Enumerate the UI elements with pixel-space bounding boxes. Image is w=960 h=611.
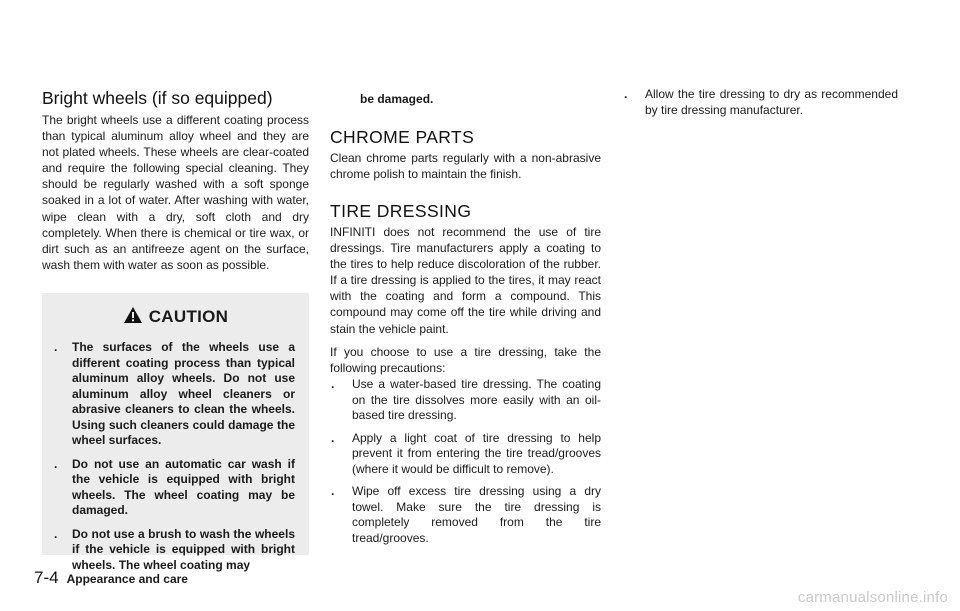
footer-section-title: Appearance and care (66, 572, 188, 586)
precautions-list-continued (623, 87, 898, 125)
page-number: 7-4 (34, 568, 59, 587)
bright-wheels-heading: Bright wheels (if so equipped) (42, 88, 273, 108)
watermark: carmanualsonline.info (797, 589, 948, 606)
caution-box (42, 293, 309, 572)
tire-dressing-paragraph: INFINITI does not recommend the use of tire dressings. Tire manufacturers apply a coating to the tires to help reduce discoloration of the rubber. If a tire dressing is applied to the tires, it may react with the coating and form a compound. This compound may come off the tire while driving and stain the vehicle paint. (330, 225, 601, 336)
chrome-parts-paragraph: Clean chrome parts regularly with a non-abrasive chrome polish to maintain the finish. (330, 151, 601, 182)
precaution-item: . Allow the tire dressing to dry as recommended by tire dressing manufacturer. (624, 87, 898, 117)
bright-wheels-paragraph: The bright wheels use a different coating process than typical aluminum alloy wheel and they are not plated wheels. These wheels are clear-coated and require the following special cleaning. They should be regularly washed with a soft sponge soaked in a lot of water. After washing with water, wipe clean with a dry, soft cloth and dry completely. When there is chemical or tire wax, or dirt such as an antifreeze agent on the surface, wash them with water as soon as possible. (42, 113, 309, 272)
precautions-intro: If you choose to use a tire dressing, take the following precautions: (330, 345, 601, 376)
precaution-item: . Wipe off excess tire dressing using a dry towel. Make sure the tire dressing is completely removed from the tire tread/grooves. (331, 484, 601, 545)
chrome-parts-heading: CHROME PARTS (330, 127, 475, 147)
caution-title (42, 306, 309, 327)
precaution-item: . Use a water-based tire dressing. The coating on the tire dissolves more easily with an oil-based tire dressing. (331, 377, 601, 422)
precautions-list (330, 377, 601, 553)
tire-dressing-heading: TIRE DRESSING (330, 201, 472, 221)
caution-label: CAUTION (148, 307, 229, 326)
precaution-item: . Apply a light coat of tire dressing to help prevent it from entering the tire tread/grooves (where it would be difficult to remove). (331, 430, 601, 476)
caution-continued: be damaged. (360, 92, 434, 106)
caution-list (42, 340, 295, 581)
caution-item: . Do not use a brush to wash the wheels if the vehicle is equipped with bright wheels. The wheel coating may (54, 526, 295, 572)
caution-item: . The surfaces of the wheels use a different coating process than typical aluminum alloy wheels. Do not use aluminum alloy wheel cleaners or abrasive cleaners to clean the wheels. Using such cleaners could damage the wheel surfaces. (54, 340, 295, 447)
page-footer (34, 568, 188, 588)
caution-item: . Do not use an automatic car wash if the vehicle is equipped with bright wheels. The wheel coating may be damaged. (54, 456, 295, 517)
warning-triangle-icon (123, 306, 143, 324)
